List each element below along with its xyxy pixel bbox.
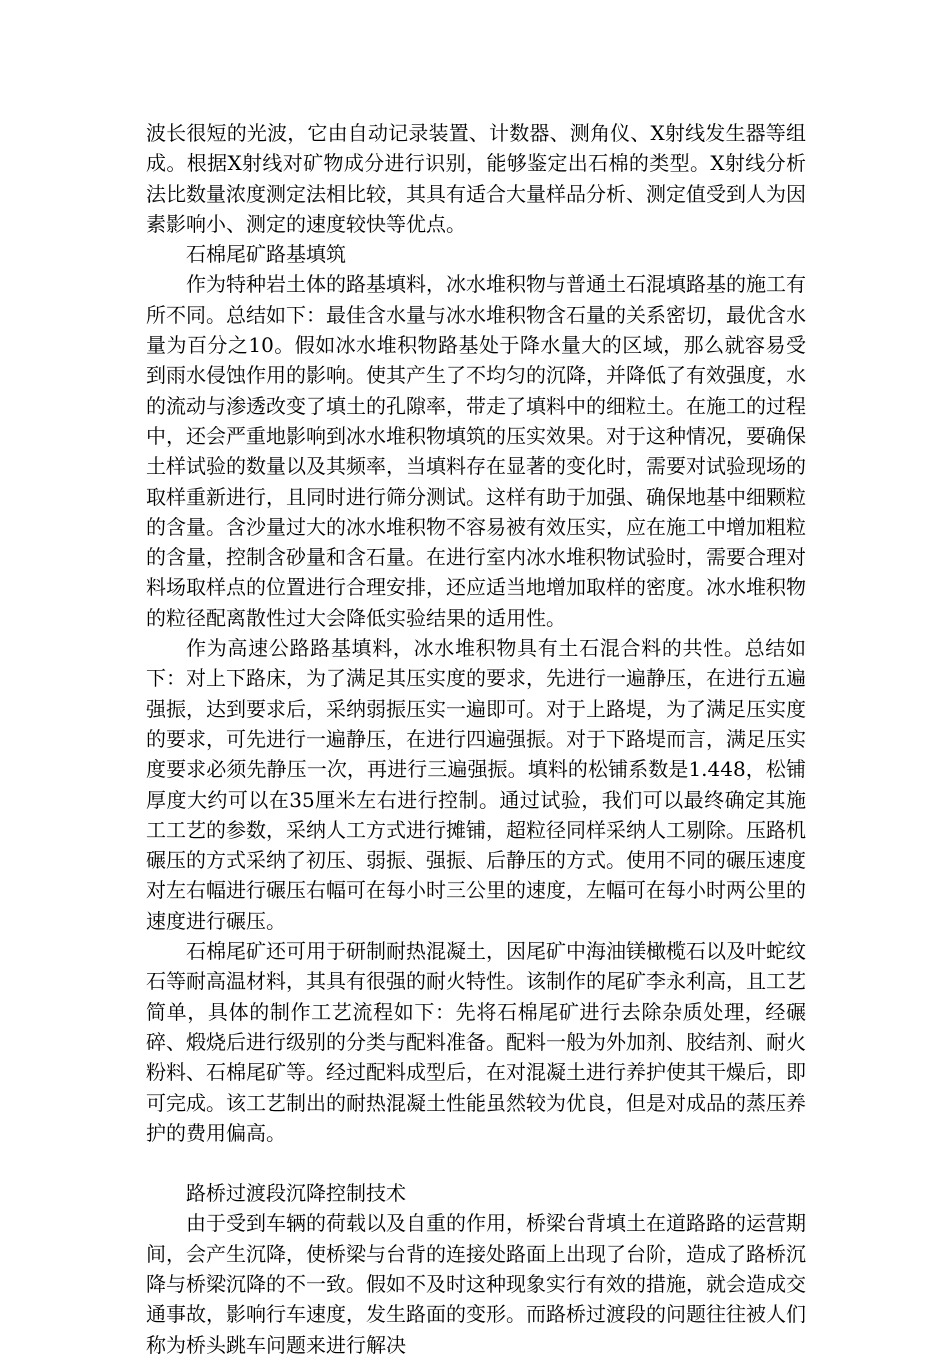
- document-page: [146, 118, 806, 1360]
- paragraph-glacial-deposit-filling: 作为特种岩土体的路基填料，冰水堆积物与普通土石混填路基的施工有所不同。总结如下：最佳含水量与冰水堆积物含石量的关系密切，最优含水量为百分之10。假如冰水堆积物路基处于降水量大的区域，那么就容易受到雨水侵蚀作用的影响。使其产生了不均匀的沉降，并降低了有效强度，水的流动与渗透改变了填土的孔隙率，带走了填料中的细粒土。在施工的过程中，还会严重地影响到冰水堆积物填筑的压实效果。对于这种情况，要确保土样试验的数量以及其频率，当填料存在显著的变化时，需要对试验现场的取样重新进行，且同时进行筛分测试。这样有助于加强、确保地基中细颗粒的含量。含沙量过大的冰水堆积物不容易被有效压实，应在施工中增加粗粒的含量，控制含砂量和含石量。在进行室内冰水堆积物试验时，需要合理对料场取样点的位置进行合理安排，还应适当地增加取样的密度。冰水堆积物的粒径配离散性过大会降低实验结果的适用性。: [146, 272, 806, 630]
- blank-line: [146, 1148, 806, 1178]
- paragraph-highway-subgrade-compaction: 作为高速公路路基填料，冰水堆积物具有土石混合料的共性。总结如下：对上下路床，为了满足其压实度的要求，先进行一遍静压，在进行五遍强振，达到要求后，采纳弱振压实一遍即可。对于上路堤，为了满足压实度的要求，可先进行一遍静压，在进行四遍强振。对于下路堤而言，满足压实度要求必须先静压一次，再进行三遍强振。填料的松铺系数是1.448，松铺厚度大约可以在35厘米左右进行控制。通过试验，我们可以最终确定其施工工艺的参数，采纳人工方式进行摊铺，超粒径同样采纳人工剔除。压路机碾压的方式采纳了初压、弱振、强振、后静压的方式。使用不同的碾压速度对左右幅进行碾压右幅可在每小时三公里的速度，左幅可在每小时两公里的速度进行碾压。: [146, 636, 806, 933]
- section-heading-transition-settlement: 路桥过渡段沉降控制技术: [186, 1181, 406, 1206]
- paragraph-heat-resistant-concrete: 石棉尾矿还可用于研制耐热混凝土，因尾矿中海油镁橄榄石以及叶蛇纹石等耐高温材料，其具有很强的耐火特性。该制作的尾矿李永利高，且工艺简单，具体的制作工艺流程如下：先将石棉尾矿进行去除杂质处理，经碾碎、煅烧后进行级别的分类与配料准备。配料一般为外加剂、胶结剂、耐火粉料、石棉尾矿等。经过配料成型后，在对混凝土进行养护使其干燥后，即可完成。该工艺制出的耐热混凝土性能虽然较为优良，但是对成品的蒸压养护的费用偏高。: [146, 939, 806, 1145]
- paragraph-bridge-settlement: 由于受到车辆的荷载以及自重的作用，桥梁台背填土在道路路的运营期间，会产生沉降，使桥梁与台背的连接处路面上出现了台阶，造成了路桥沉降与桥梁沉降的不一致。假如不及时这种现象实行有效的措施，就会造成交通事故，影响行车速度，发生路面的变形。而路桥过渡段的问题往往被人们称为桥头跳车问题来进行解决: [146, 1211, 806, 1357]
- section-heading-subgrade-filling: 石棉尾矿路基填筑: [186, 242, 346, 267]
- paragraph-xray-analysis: 波长很短的光波，它由自动记录装置、计数器、测角仪、X射线发生器等组成。根据X射线对矿物成分进行识别，能够鉴定出石棉的类型。X射线分析法比数量浓度测定法相比较，其具有适合大量样品分析、测定值受到人为因素影响小、测定的速度较快等优点。: [146, 121, 806, 236]
